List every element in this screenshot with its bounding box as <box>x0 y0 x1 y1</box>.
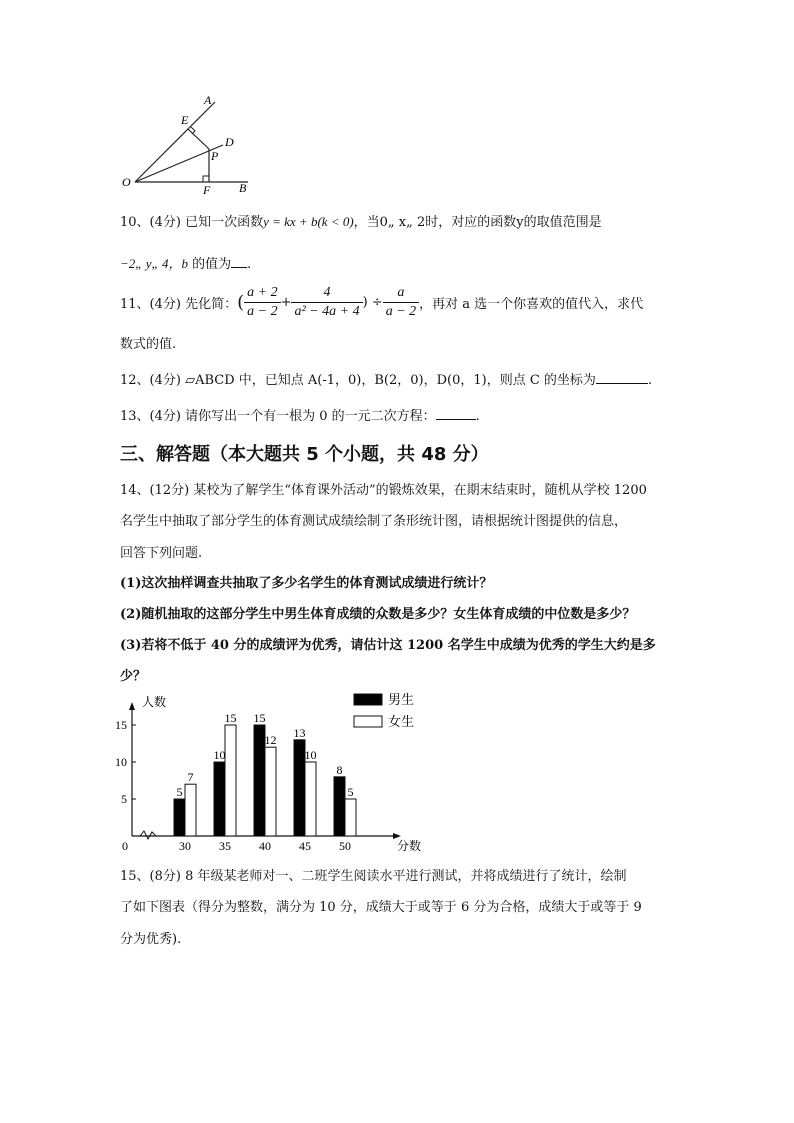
q13-answer-blank[interactable] <box>436 419 476 420</box>
bar-data-label: 7 <box>187 770 194 785</box>
q11-fraction-2: $\frac{4}{\text{a² − 4a + 4}}$ <box>291 284 362 321</box>
ray-oa <box>135 102 215 182</box>
x-axis-title: 分数 <box>397 839 422 853</box>
label-e: E <box>181 113 189 127</box>
bar-female <box>225 725 236 836</box>
x-tick-label: 35 <box>219 839 231 853</box>
section-3-title: 三、解答题（本大题共 5 个小题，共 48 分） <box>120 444 489 465</box>
x-tick-label: 30 <box>179 839 191 853</box>
bar-female <box>265 747 276 836</box>
legend-label: 男生 <box>388 693 415 708</box>
bar-data-label: 13 <box>293 725 306 740</box>
label-p: P <box>211 149 219 163</box>
q10-mid: ，当0„ x„ 2时，对应的函数y的取值范围是 <box>353 215 602 230</box>
q11-suffix: ，再对 a 选一个你喜欢的值代入，求代 <box>419 297 644 312</box>
y-tick-label: 10 <box>115 755 127 769</box>
bar-male <box>294 740 305 836</box>
right-angle-f <box>203 176 209 182</box>
bar-male <box>254 725 265 836</box>
question-13: 13、(4分) 请你写出一个有一根为 0 的一元二次方程： . <box>120 409 480 424</box>
bar-female <box>185 784 196 836</box>
q10-prefix: 10、(4分) 已知一次函数 <box>120 215 264 230</box>
angle-bisector-figure <box>115 90 265 200</box>
question-14-sub3a: (3)若将不低于 40 分的成绩评为优秀，请估计这 1200 名学生中成绩为优秀的学生大约是多 <box>120 638 656 653</box>
q10-range: −2„ y„ 4，b <box>120 256 189 271</box>
label-o: O <box>122 175 131 189</box>
question-15-line3: 分为优秀). <box>120 932 182 947</box>
bar-data-label: 5 <box>347 785 354 799</box>
question-15-line1: 15、(8分) 8 年级某老师对一、二班学生阅读水平进行测试，并将成绩进行了统计，绘制 <box>120 869 627 884</box>
q11-fraction-3: $\frac{a}{a - 2}$ <box>383 284 419 321</box>
legend-swatch-male <box>354 694 382 705</box>
question-14-line3: 回答下列问题. <box>120 546 203 561</box>
y-axis-title: 人数 <box>142 695 167 709</box>
question-14-line2: 名学生中抽取了部分学生的体育测试成绩绘制了条形统计图，请根据统计图提供的信息， <box>120 514 628 529</box>
bar-male <box>334 777 345 836</box>
question-11-line2 <box>120 333 176 352</box>
legend-label: 女生 <box>388 715 415 730</box>
question-15-line2: 了如下图表（得分为整数，满分为 10 分，成绩大于或等于 6 分为合格，成绩大于或等于 9 <box>120 900 642 915</box>
bar-data-label: 12 <box>264 733 277 748</box>
question-11-line1: 11、(4分) 先化简：( $\frac{a + 2}{a - 2}$ + $\frac{4}{\text{a² − 4a + 4}}$ ) ÷ $\frac{a}{a - 2}$ ，再对 a 选一个你喜欢的值代入，求代 <box>120 285 644 319</box>
question-14-sub1: (1)这次抽样调查共抽取了多少名学生的体育测试成绩进行统计？ <box>120 576 493 591</box>
ray-od <box>135 145 223 182</box>
q11-fraction-1: $\frac{a + 2}{a - 2}$ <box>244 284 280 321</box>
label-f: F <box>203 183 211 197</box>
q13-text: 13、(4分) 请你写出一个有一根为 0 的一元二次方程： <box>120 409 436 424</box>
bar-data-label: 15 <box>224 711 237 725</box>
q10-ask: 的值为 <box>188 257 232 272</box>
score-bar-chart <box>110 688 430 858</box>
bar-male <box>174 799 185 836</box>
question-10-line1 <box>120 211 602 230</box>
bar-data-label: 15 <box>253 711 266 725</box>
q11-line2: 数式的值. <box>120 337 177 352</box>
q12-text: 12、(4分) ▱ABCD 中，已知点 A(-1，0)，B(2，0)，D(0，1)，则点 C 的坐标为 <box>120 373 596 388</box>
q12-answer-blank[interactable] <box>596 383 648 384</box>
bar-data-label: 10 <box>213 748 226 762</box>
bar-female <box>305 762 316 836</box>
q10-answer-blank[interactable] <box>231 267 247 268</box>
bar-male <box>214 762 225 836</box>
x-axis-break <box>140 831 156 839</box>
question-12: 12、(4分) ▱ABCD 中，已知点 A(-1，0)，B(2，0)，D(0，1)，则点 C 的坐标为 . <box>120 373 653 388</box>
label-b: B <box>239 181 247 195</box>
question-14-sub2: (2)随机抽取的这部分学生中男生体育成绩的众数是多少？女生体育成绩的中位数是多少？ <box>120 607 636 622</box>
bar-data-label: 8 <box>336 762 343 777</box>
q10-end: . <box>247 257 252 272</box>
question-14-sub3b: 少？ <box>120 669 147 684</box>
segment-pe <box>188 129 209 149</box>
question-14-line1: 14、(12分) 某校为了解学生“体育课外活动”的锻炼效果，在期末结束时，随机从学校 1200 <box>120 483 647 498</box>
q11-prefix: 11、(4分) 先化简： <box>120 297 238 312</box>
x-tick-label: 50 <box>339 839 351 853</box>
y-tick-label: 15 <box>115 718 127 732</box>
q10-function: y = kx + b(k < 0) <box>263 214 354 229</box>
bar-data-label: 10 <box>304 748 317 762</box>
chart-legend <box>354 692 414 730</box>
bar-data-label: 5 <box>176 785 183 799</box>
y-axis-arrow <box>129 702 135 710</box>
origin-label: 0 <box>122 839 128 853</box>
label-d: D <box>225 135 234 149</box>
x-tick-label: 40 <box>259 839 271 853</box>
question-10-line2 <box>120 253 251 272</box>
bar-female <box>345 799 356 836</box>
label-a: A <box>204 93 212 107</box>
x-tick-label: 45 <box>299 839 311 853</box>
legend-swatch-female <box>354 716 382 727</box>
y-tick-label: 5 <box>121 792 127 806</box>
